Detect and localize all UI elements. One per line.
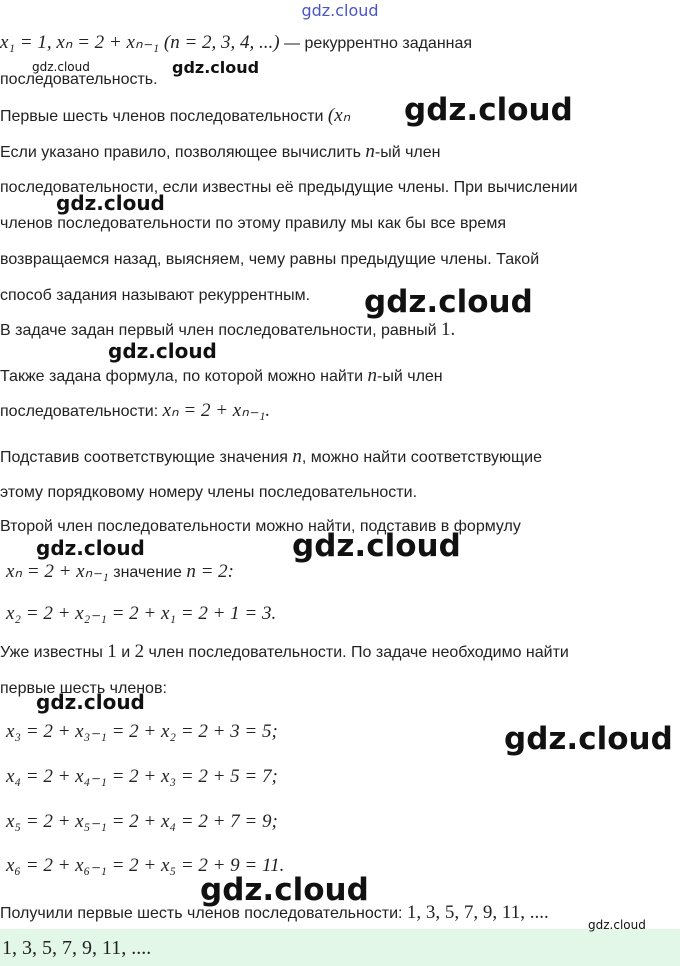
line-8 xyxy=(0,286,310,306)
line-10 xyxy=(0,366,443,387)
text: этому порядковому номеру члены последовательности. xyxy=(0,484,418,501)
formula-x5: x₅ = 2 + x₅₋₁ = 2 + x₄ = 2 + 7 = 9; xyxy=(6,811,278,832)
answer-text: 1, 3, 5, 7, 9, 11, .... xyxy=(2,937,152,959)
formula-x6: x₆ = 2 + x₆₋₁ = 2 + x₅ = 2 + 9 = 11. xyxy=(6,855,285,876)
math-1: 1 xyxy=(107,641,117,662)
watermark: gdz.cloud xyxy=(36,536,145,560)
line-3 xyxy=(0,106,350,127)
text: последовательности: xyxy=(0,403,163,420)
text: Подставив соответствующие значения xyxy=(0,449,293,466)
watermark: gdz.cloud xyxy=(504,721,673,757)
line-17 xyxy=(0,642,569,663)
line-6 xyxy=(0,214,506,234)
text: -ый член xyxy=(374,144,441,161)
line-20 xyxy=(6,767,278,788)
math-n: n xyxy=(365,141,375,162)
text: Получили первые шесть членов последовательности: xyxy=(0,905,407,922)
watermark: gdz.cloud xyxy=(404,92,573,128)
text: -ый член xyxy=(377,368,443,385)
watermark: gdz.cloud xyxy=(200,872,369,908)
text: Уже известны xyxy=(0,644,108,661)
watermark: gdz.cloud xyxy=(36,690,145,714)
text: Второй член последовательности можно найти, подставив в формулу xyxy=(0,518,521,535)
watermark: gdz.cloud xyxy=(172,58,260,77)
line-4 xyxy=(0,142,441,163)
math-n: n xyxy=(367,365,378,386)
line-11 xyxy=(0,401,270,422)
text: значение xyxy=(108,564,187,581)
text: членов последовательности по этому правилу мы как бы все время xyxy=(0,215,506,232)
text: возвращаемся назад, выясняем, чему равны предыдущие члены. Такой xyxy=(0,251,540,268)
text: последовательность. xyxy=(0,71,158,88)
text: Если указано правило, позволяющее вычислить xyxy=(0,144,366,161)
text: Также задана формула, по которой можно найти xyxy=(0,368,368,385)
formula: n = 2: xyxy=(186,561,234,582)
line-definition xyxy=(0,33,472,54)
watermark: gdz.cloud xyxy=(56,191,165,215)
watermark: gdz.cloud xyxy=(108,339,217,363)
math-n: n xyxy=(292,446,302,467)
watermark: gdz.cloud xyxy=(364,284,533,320)
math-inline: 1. xyxy=(441,319,456,340)
line-19 xyxy=(6,722,278,743)
text: , можно найти соответствующие xyxy=(301,449,542,466)
text: первые шесть членов: xyxy=(0,680,167,697)
formula-x4: x₄ = 2 + x₄₋₁ = 2 + x₃ = 2 + 5 = 7; xyxy=(6,766,278,787)
line-16 xyxy=(6,604,276,625)
watermark: gdz.cloud xyxy=(32,60,90,74)
answer-box xyxy=(0,929,680,966)
formula-x3: x₃ = 2 + x₃₋₁ = 2 + x₂ = 2 + 3 = 5; xyxy=(6,721,278,742)
line-7 xyxy=(0,250,539,270)
sequence-result: 1, 3, 5, 7, 9, 11, .... xyxy=(406,902,549,923)
formula-x2: x₂ = 2 + x₂₋₁ = 2 + x₁ = 2 + 1 = 3. xyxy=(6,603,277,624)
text: способ задания называют рекуррентным. xyxy=(0,287,311,304)
line-15 xyxy=(6,562,234,583)
watermark: gdz.cloud xyxy=(292,528,461,564)
text: В задаче задан первый член последовательности, равный xyxy=(0,322,441,339)
line-9 xyxy=(0,320,455,341)
recurrence-formula: x₁ = 1, xₙ = 2 + xₙ₋₁ (n = 2, 3, 4, ...) xyxy=(0,32,280,53)
text: последовательности, если известны её предыдущие члены. При вычислении xyxy=(0,179,578,196)
watermark: gdz.cloud xyxy=(588,918,646,932)
definition-text: — рекуррентно заданная xyxy=(279,35,473,52)
line-13 xyxy=(0,483,417,503)
math-inline: (xₙ xyxy=(327,105,351,126)
watermark-top: gdz.cloud xyxy=(301,1,379,20)
text: и xyxy=(116,644,135,661)
formula: xₙ = 2 + xₙ₋₁ xyxy=(6,561,109,582)
text: Первые шесть членов последовательности xyxy=(0,108,328,125)
line-12 xyxy=(0,447,542,468)
line-21 xyxy=(6,812,278,833)
math-2: 2 xyxy=(134,641,145,662)
formula: xₙ = 2 + xₙ₋₁. xyxy=(162,400,271,421)
text: член последовательности. По задаче необходимо найти xyxy=(144,644,569,661)
